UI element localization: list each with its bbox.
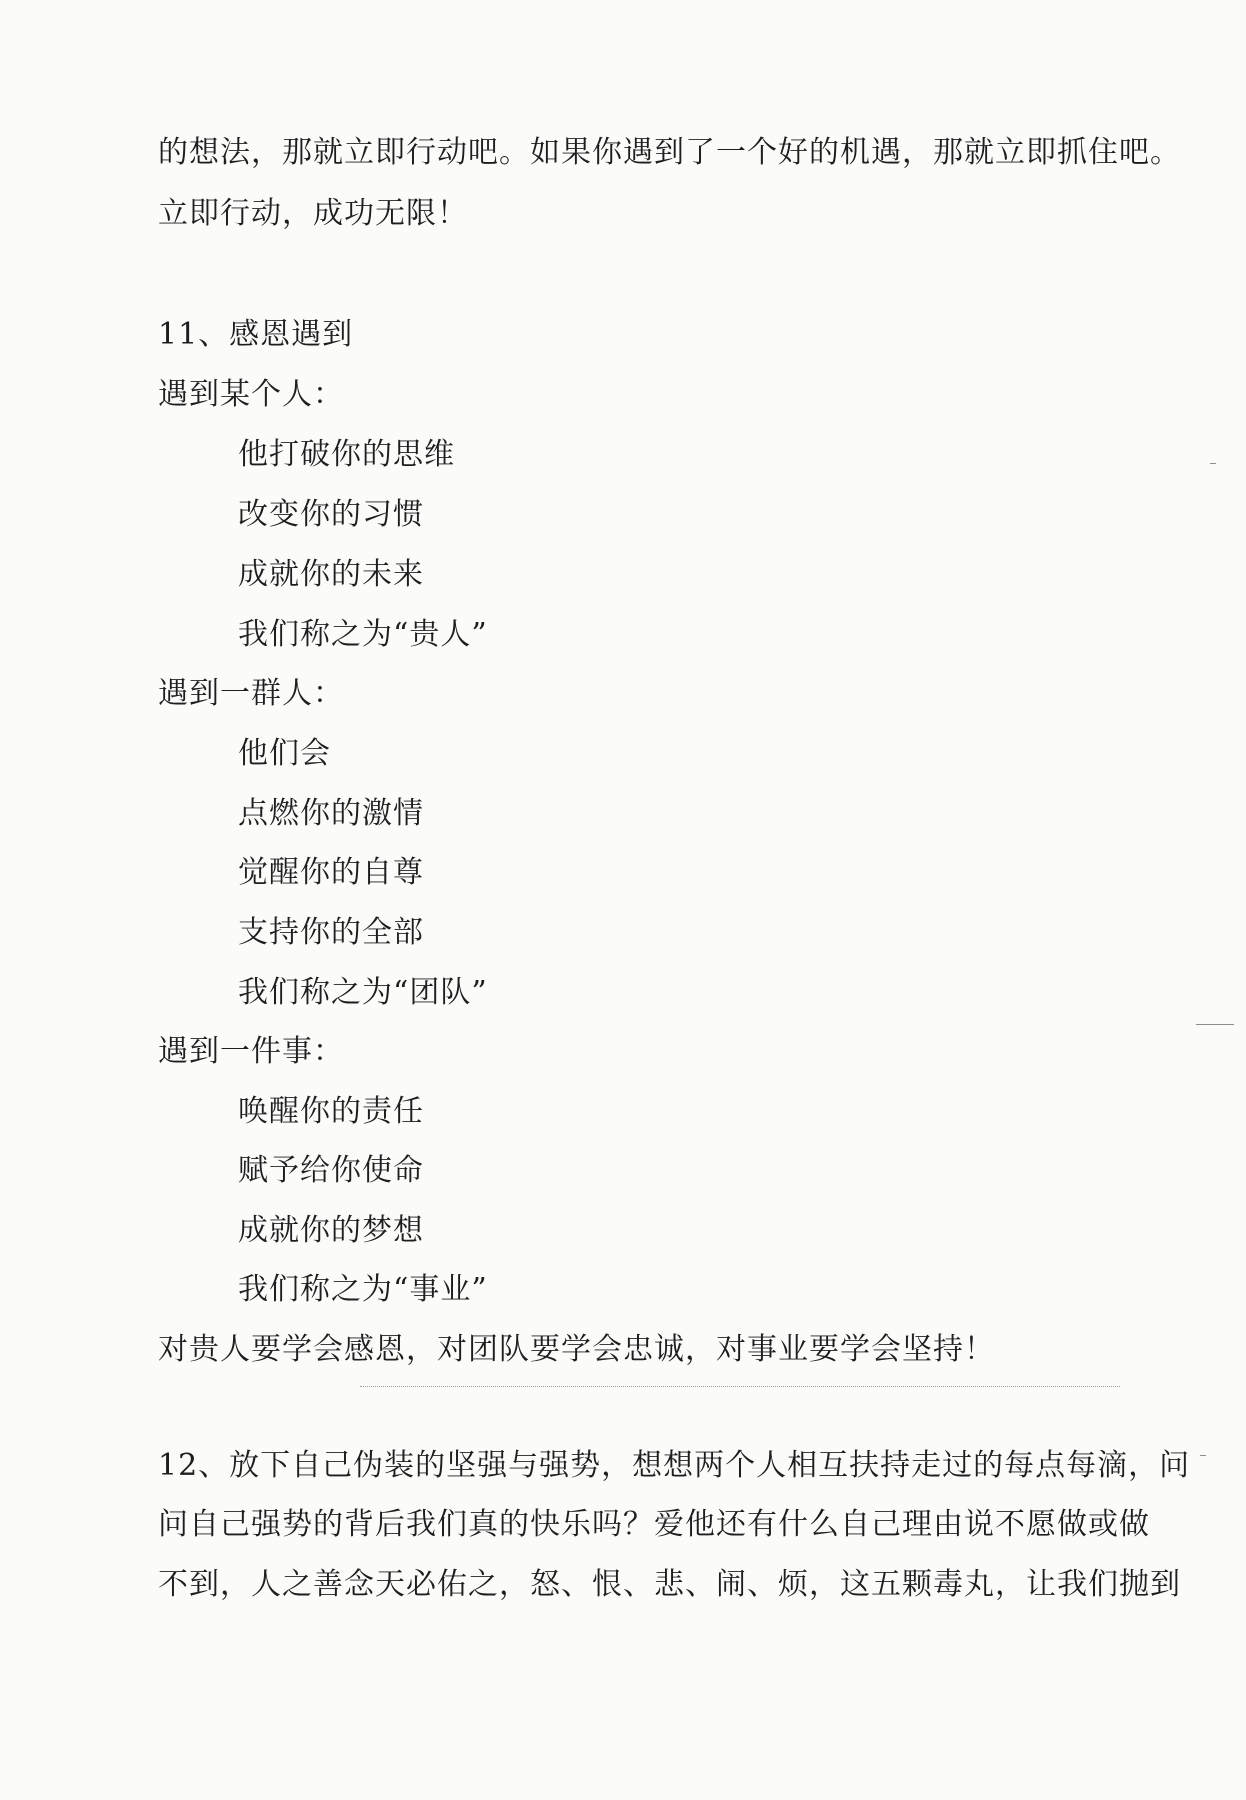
poem-line: 改变你的习惯	[238, 497, 424, 532]
conclusion-line: 对贵人要学会感恩，对团队要学会忠诚，对事业要学会坚持！	[158, 1332, 995, 1367]
section-heading: 11、感恩遇到	[158, 317, 354, 352]
text-line: 立即行动，成功无限！	[158, 196, 468, 231]
poem-line: 成就你的未来	[238, 557, 424, 592]
poem-line: 他打破你的思维	[238, 437, 455, 472]
scan-artifact-mark	[1210, 463, 1216, 464]
poem-line: 我们称之为“事业”	[238, 1272, 488, 1307]
text-line: 的想法，那就立即行动吧。如果你遇到了一个好的机遇，那就立即抓住吧。	[158, 135, 1181, 170]
stanza-heading: 遇到一群人：	[158, 676, 344, 711]
poem-line: 我们称之为“团队”	[238, 975, 488, 1010]
text-line: 12、放下自己伪装的坚强与强势，想想两个人相互扶持走过的每点每滴，问	[158, 1448, 1191, 1483]
poem-line: 唤醒你的责任	[238, 1094, 424, 1129]
stanza-heading: 遇到某个人：	[158, 377, 344, 412]
poem-line: 成就你的梦想	[238, 1213, 424, 1248]
poem-line: 点燃你的激情	[238, 796, 424, 831]
scan-artifact-mark	[1196, 1024, 1234, 1025]
stanza-heading: 遇到一件事：	[158, 1034, 344, 1069]
scan-artifact-mark	[1200, 1455, 1206, 1456]
poem-line: 赋予给你使命	[238, 1153, 424, 1188]
text-line: 问自己强势的背后我们真的快乐吗？爱他还有什么自己理由说不愿做或做	[158, 1507, 1150, 1542]
poem-line: 觉醒你的自尊	[238, 855, 424, 890]
poem-line: 支持你的全部	[238, 915, 424, 950]
scan-artifact-dotted-line	[360, 1386, 1120, 1388]
text-line: 不到，人之善念天必佑之，怒、恨、悲、闹、烦，这五颗毒丸，让我们抛到	[158, 1567, 1181, 1602]
poem-line: 他们会	[238, 736, 331, 771]
poem-line: 我们称之为“贵人”	[238, 617, 488, 652]
